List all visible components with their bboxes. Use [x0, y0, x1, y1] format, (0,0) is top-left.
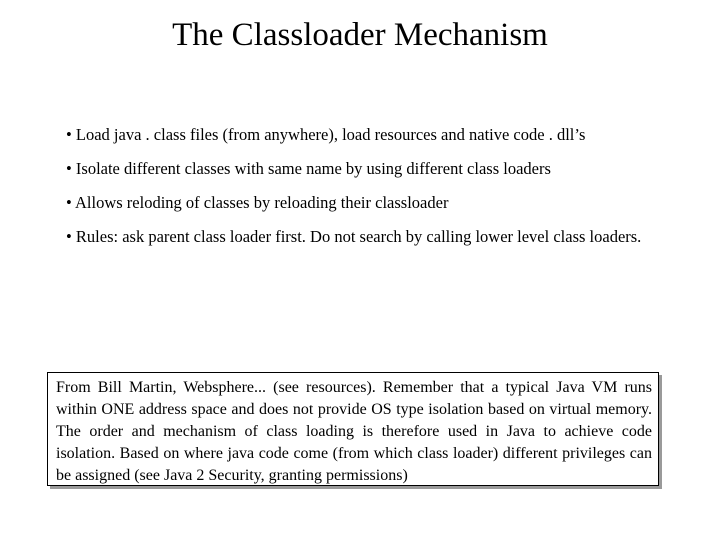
slide-title: The Classloader Mechanism: [172, 17, 548, 53]
bullet-rules: • Rules: ask parent class loader first. Do not search by calling lower level class loaders.: [66, 227, 642, 246]
bullet-isolate-classes: • Isolate different classes with same name by using different class loaders: [66, 159, 551, 178]
bullet-list: [66, 124, 666, 260]
source-note-box: From Bill Martin, Websphere... (see resources). Remember that a typical Java VM runs within ONE address space and does not provide OS type isolation based on virtual memory. The order and mechanism of class loading is therefore used in Java to achieve code isolation. Based on where java code come (from which class loader) different privileges can be assigned (see Java 2 Security, granting permissions): [47, 372, 659, 486]
bullet-load-class-files: • Load java . class files (from anywhere), load resources and native code . dll’s: [66, 125, 586, 144]
bullet-reloading-classes: • Allows reloding of classes by reloading their classloader: [66, 193, 449, 212]
